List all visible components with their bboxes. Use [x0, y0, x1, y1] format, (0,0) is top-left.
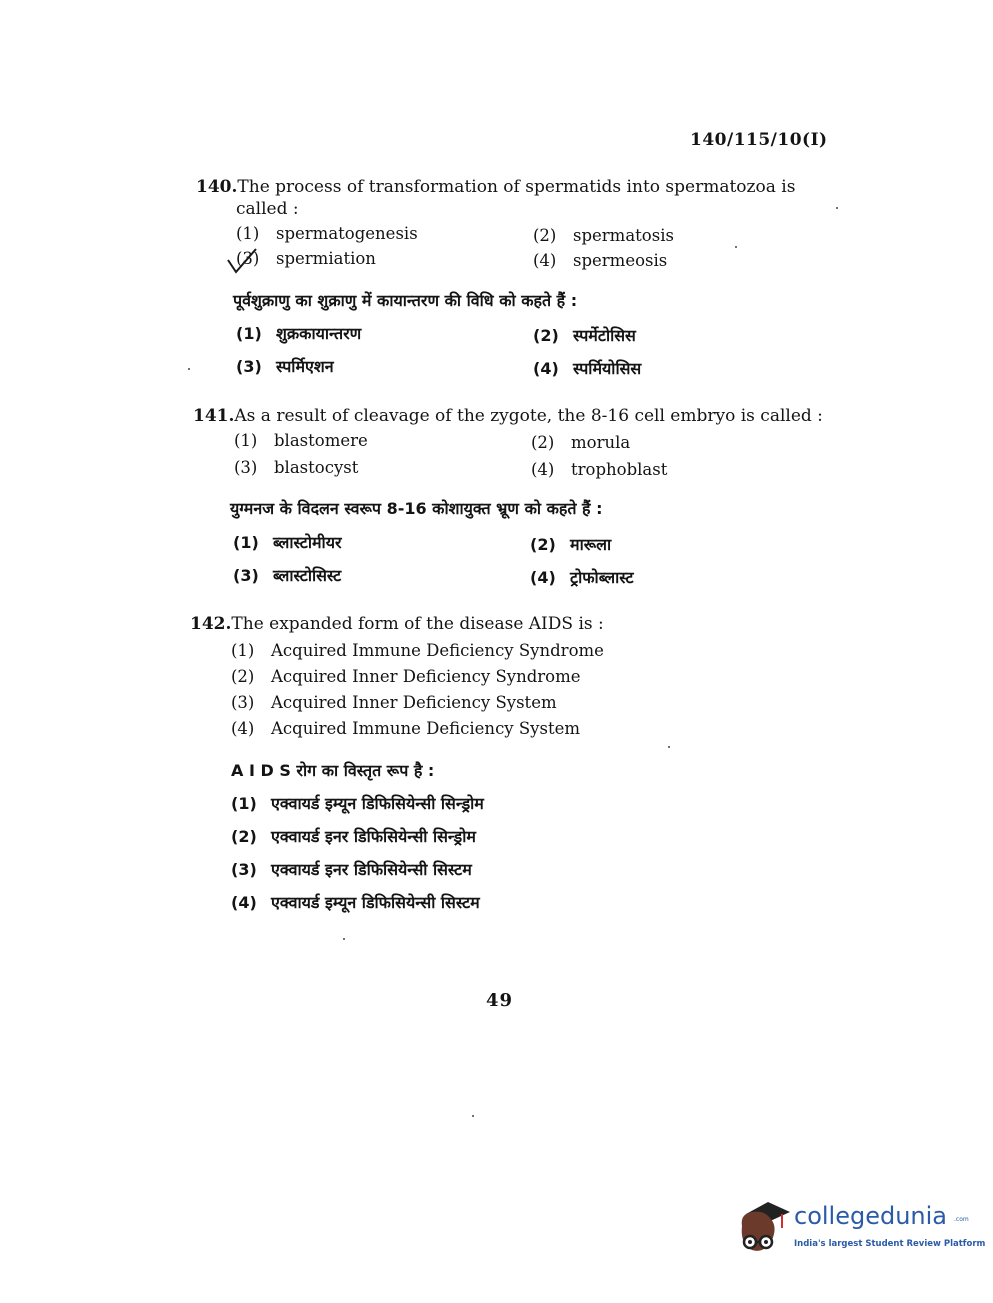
- hindi-option-1: (1) शुक्रकायान्तरण: [236, 324, 362, 343]
- hindi-option-2: (2) मारूला: [530, 535, 612, 554]
- option-4: (4) spermeosis: [533, 251, 668, 270]
- option-3: (3) blastocyst: [234, 458, 359, 477]
- tick-mark-icon: [226, 246, 262, 276]
- logo-tagline: India's largest Student Review Platform: [794, 1239, 986, 1249]
- scan-speck: [668, 746, 670, 748]
- question-number: 140.: [196, 177, 238, 197]
- scan-speck: [188, 368, 190, 370]
- question-number: 141.: [193, 406, 235, 426]
- option-1: (1) spermatogenesis: [236, 224, 418, 243]
- hindi-option-2: (2) एक्वायर्ड इनर डिफिसियेन्सी सिन्ड्रोम: [231, 827, 476, 846]
- option-1: (1) blastomere: [234, 431, 368, 450]
- hindi-option-4: (4) ट्रोफोब्लास्ट: [530, 568, 634, 587]
- option-1: (1) Acquired Immune Deficiency Syndrome: [231, 641, 604, 660]
- hindi-option-1: (1) ब्लास्टोमीयर: [233, 533, 342, 552]
- question-number: 142.: [190, 614, 232, 634]
- hindi-question-text: युग्मनज के विदलन स्वरूप 8-16 कोशायुक्त भ्रूण को कहते हैं :: [230, 499, 603, 518]
- question-stem: [196, 176, 836, 220]
- option-2: (2) Acquired Inner Deficiency Syndrome: [231, 667, 581, 686]
- hindi-option-2: (2) स्पर्मेटोसिस: [533, 326, 636, 345]
- logo-suffix: .com: [954, 1216, 969, 1223]
- hindi-option-4: (4) स्पर्मियोसिस: [533, 359, 642, 378]
- hindi-option-3: (3) स्पर्मिएशन: [236, 357, 334, 376]
- option-3: (3) spermiation: [236, 249, 376, 268]
- page-code: 140/115/10(I): [690, 130, 828, 150]
- collegedunia-logo: [736, 1196, 986, 1260]
- option-3: (3) Acquired Inner Deficiency System: [231, 693, 557, 712]
- scan-speck: [343, 938, 345, 940]
- option-4: (4) Acquired Immune Deficiency System: [231, 719, 581, 738]
- hindi-option-3: (3) एक्वायर्ड इनर डिफिसियेन्सी सिस्टम: [231, 860, 472, 879]
- option-2: (2) morula: [531, 433, 631, 452]
- question-text: The expanded form of the disease AIDS is :: [231, 614, 604, 634]
- hindi-option-4: (4) एक्वायर्ड इम्यून डिफिसियेन्सी सिस्टम: [231, 893, 480, 912]
- question-stem: [193, 405, 833, 427]
- mascot-icon: [736, 1196, 794, 1260]
- hindi-question-text: A I D S रोग का विस्तृत रूप है :: [231, 761, 435, 780]
- option-2: (2) spermatosis: [533, 226, 674, 245]
- hindi-option-3: (3) ब्लास्टोसिस्ट: [233, 566, 342, 585]
- scan-speck: [472, 1115, 474, 1117]
- hindi-option-1: (1) एक्वायर्ड इम्यून डिफिसियेन्सी सिन्ड्रोम: [231, 794, 484, 813]
- question-text: The process of transformation of spermatids into spermatozoa is: [237, 177, 796, 197]
- logo-name: collegedunia: [794, 1202, 948, 1230]
- question-stem: [190, 613, 830, 635]
- hindi-question-text: पूर्वशुक्राणु का शुक्राणु में कायान्तरण की विधि को कहते हैं :: [233, 291, 578, 310]
- scan-speck: [735, 246, 737, 248]
- question-text: As a result of cleavage of the zygote, the 8-16 cell embryo is called :: [234, 406, 823, 426]
- scan-speck: [836, 207, 838, 209]
- question-text-cont: called :: [236, 199, 299, 219]
- page-number: 49: [486, 990, 514, 1011]
- option-4: (4) trophoblast: [531, 460, 668, 479]
